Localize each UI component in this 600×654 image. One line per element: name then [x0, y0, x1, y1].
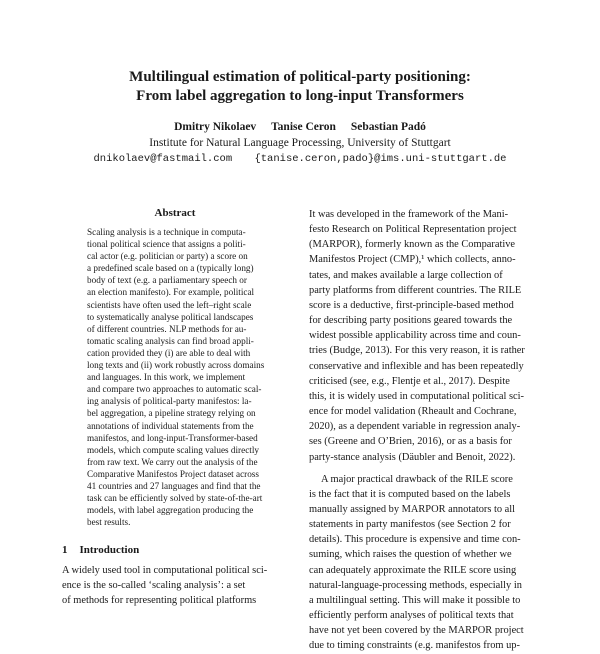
abstract-line: Comparative Manifestos Project dataset across [87, 468, 259, 479]
abstract-line: tional political science that assigns a politi- [87, 239, 246, 250]
paper-title [0, 68, 600, 106]
abstract-line: a predefined scale based on a (typically long) [87, 263, 254, 274]
body-line: manually assigned by MARPOR annotators to all [309, 503, 516, 515]
abstract-line: models, with label aggregation producing the [87, 505, 254, 516]
abstract-line: bel aggregation, a pipeline strategy relying on [87, 408, 256, 419]
body-line: have not yet been covered by the MARPOR project [309, 625, 524, 637]
body-line: A widely used tool in computational political sci- [62, 565, 268, 576]
title-line-1: Multilingual estimation of political-party positioning: [129, 69, 471, 85]
body-line: ence for model validation (Rheault and Cochrane, [309, 406, 517, 418]
body-line: ses (Greene and O’Brien, 2016), or as a basis for [309, 436, 512, 448]
body-line: score is a deductive, first-principle-based method [309, 299, 514, 311]
abstract-line: and languages. In this work, we implement [87, 372, 246, 383]
section-number: 1 [62, 544, 68, 556]
abstract-line: to systematically analyse political landscapes [87, 311, 254, 322]
body-line: tates, and makes available a large collection of [309, 269, 503, 281]
abstract-line: tomatic scaling analysis can find broad appli- [87, 335, 254, 346]
body-line: can adequately approximate the RILE score using [309, 564, 517, 576]
body-line: (MARPOR), formerly known as the Comparative [309, 239, 516, 251]
abstract-body [87, 226, 279, 528]
body-line: conservative and inflexible and has been repeatedly [309, 360, 524, 372]
abstract-line: body of text (e.g. a parliamentary speech or [87, 275, 247, 286]
author-name: Sebastian Padó [350, 121, 426, 133]
body-line: for describing party positions geared towards the [309, 315, 513, 327]
author-name: Dmitry Nikolaev [174, 121, 257, 133]
abstract-line: an election manifesto). For example, political [87, 287, 255, 298]
body-line: statements in party manifestos (see Section 2 for [309, 519, 511, 531]
abstract-line: and compare two approaches to automatic scal- [87, 384, 262, 395]
body-line: ence is the so-called ‘scaling analysis’: a set [62, 580, 246, 592]
body-line: a multilingual setting. This will make it possible to [309, 594, 521, 606]
author-name: Tanise Ceron [271, 121, 336, 133]
abstract-line: scientists have often used the left–right scale [87, 299, 252, 310]
body-line: suming, which raises the question of whether we [309, 549, 512, 561]
body-line: details). This procedure is expensive and time con- [309, 534, 521, 546]
author-list [0, 120, 600, 134]
title-line-2: From label aggregation to long-input Transformers [136, 88, 464, 104]
right-column [309, 207, 541, 654]
abstract-line: models, which compute scaling values directly [87, 444, 259, 455]
abstract-line: Scaling analysis is a technique in computa- [87, 227, 246, 237]
abstract-line: cation provided they (i) are able to deal with [87, 347, 251, 358]
body-line: festo Research on Political Representation project [309, 224, 517, 236]
body-line: of methods for representing political platforms [62, 595, 257, 607]
body-line: criticised (see, e.g., Flentje et al., 2017). Despite [309, 375, 510, 387]
body-line: 2020), as a dependent variable in regression analy- [309, 421, 521, 433]
body-line: natural-language-processing methods, especially in [309, 579, 522, 591]
abstract-line: cal actor (e.g. politician or party) a score on [87, 251, 248, 262]
email: dnikolaev@fastmail.com [93, 153, 233, 165]
section-heading [62, 543, 139, 557]
abstract-line: long texts and (ii) work robustly across domains [87, 360, 265, 371]
body-line: due to timing constraints (e.g. manifestos from up- [309, 640, 520, 652]
body-line: efficiently perform analyses of political texts that [309, 610, 514, 622]
abstract-line: 41 countries and 27 languages and find that the [87, 480, 261, 491]
abstract-line: from raw text. We carry out the analysis of the [87, 456, 258, 467]
body-line: this, it is widely used in computational political sci- [309, 390, 524, 402]
abstract-line: task can be efficiently solved by state-of-the-art [87, 493, 263, 504]
affiliation: Institute for Natural Language Processing, University of Stuttgart [149, 137, 451, 149]
body-line: party-stance analysis (Däubler and Benoit, 2022). [309, 451, 516, 463]
author-emails [0, 152, 600, 166]
section-title: Introduction [79, 544, 140, 556]
abstract-line: ing analysis of political-party manifestos: la- [87, 396, 252, 407]
abstract-line: manifestos, and long-input-Transformer-based [87, 432, 258, 443]
body-line: A major practical drawback of the RILE score [321, 473, 513, 485]
paragraph-gap [309, 465, 541, 472]
abstract-line: best results. [87, 517, 131, 528]
introduction-body [62, 563, 294, 608]
body-line: Manifestos Project (CMP),¹ which collects, anno- [309, 254, 516, 266]
abstract-heading: Abstract [154, 207, 196, 219]
body-line: party platforms from different countries. The RILE [309, 284, 522, 296]
body-line: widest possible applicability across time and coun- [309, 330, 521, 342]
abstract-line: of different countries. NLP methods for au- [87, 323, 247, 334]
abstract-line: annotations of individual statements from the [87, 420, 254, 431]
email: {tanise.ceron,pado}@ims.uni-stuttgart.de [254, 153, 507, 165]
body-line: is the fact that it is computed based on the labels [309, 488, 511, 500]
body-line: It was developed in the framework of the Mani- [309, 209, 509, 220]
body-line: tries (Budge, 2013). For this very reason, it is rather [309, 345, 525, 357]
